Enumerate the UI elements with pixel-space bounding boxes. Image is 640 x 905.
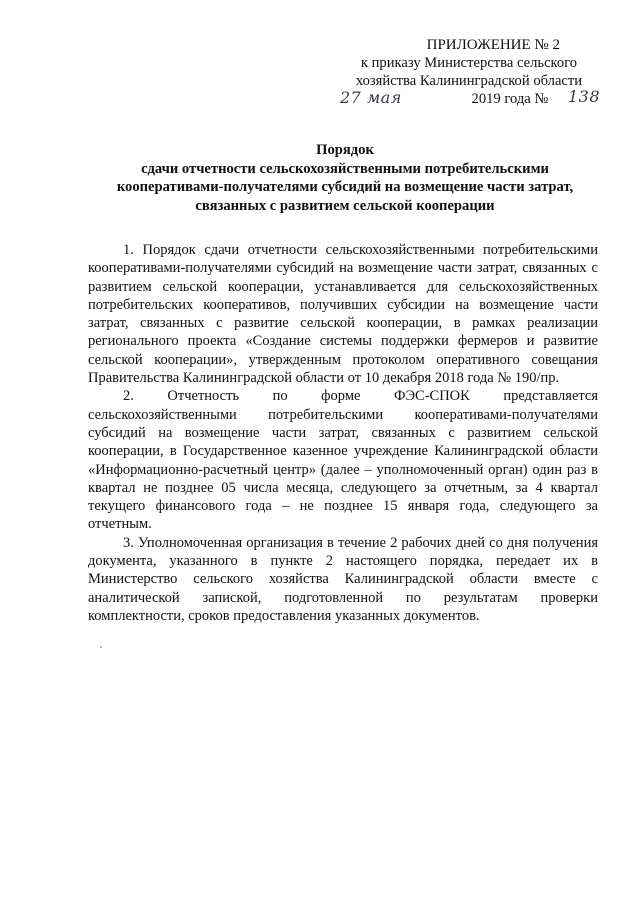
paragraph-3: 3. Уполномоченная организация в течение 2 рабочих дней со дня получения документа, указанного в пункте 2 настоящего порядка, передает их в Министерство сельского хозяйства Калининградской области вместе с аналитической запиской, подготовленной по результатам проверки комплектности, сроков предоставления указанных документов.: [88, 534, 598, 624]
paragraph-1: 1. Порядок сдачи отчетности сельскохозяйственными потребительскими кооперативами-получателями субсидий на возмещение части затрат, связанных с развитием сельской кооперации, устанавливается для сельскохозяйственных потребительских кооперативов, получивших субсидии на возмещение части затрат, связанных с развитие сельской кооперации, в рамках реализации регионального проекта «Создание системы поддержки фермеров и развитие сельской кооперации», утвержденным протоколом оперативного совещания Правительства Калининградской области от 10 декабря 2018 года № 190/пр.: [88, 242, 598, 387]
handwritten-order-number: 138: [567, 87, 600, 106]
order-year-text: 2019 года №: [471, 91, 549, 107]
appendix-header: [338, 36, 600, 110]
handwritten-date: 27 мая: [340, 88, 402, 107]
order-reference-line-1: к приказу Министерства сельского: [360, 55, 578, 71]
order-reference-line-2: хозяйства Калининградской области: [355, 73, 583, 89]
appendix-number: ПРИЛОЖЕНИЕ № 2: [426, 37, 560, 53]
document-title: [88, 141, 602, 215]
title-line-1: Порядок: [316, 142, 374, 158]
title-line-2: сдачи отчетности сельскохозяйственными потребительскими: [141, 160, 549, 177]
document-body: [88, 241, 598, 625]
order-date-line: [338, 87, 600, 110]
title-line-4: связанных с развитием сельской кооперации: [195, 197, 495, 214]
title-line-3: кооперативами-получателями субсидий на возмещение части затрат,: [116, 179, 574, 195]
paragraph-2: 2. Отчетность по форме ФЭС-СПОК представляется сельскохозяйственными потребительскими кооперативами-получателями субсидий на возмещение части затрат, связанных с развитием сельской кооперации, в Государственное казенное учреждение Калининградской области «Информационно-расчетный центр» (далее – уполномоченный орган) один раз в квартал не позднее 05 числа месяца, следующего за отчетным, за 4 квартал текущего финансового года – не позднее 15 января года, следующего за отчетным.: [88, 388, 598, 533]
scan-speck: [100, 646, 102, 648]
